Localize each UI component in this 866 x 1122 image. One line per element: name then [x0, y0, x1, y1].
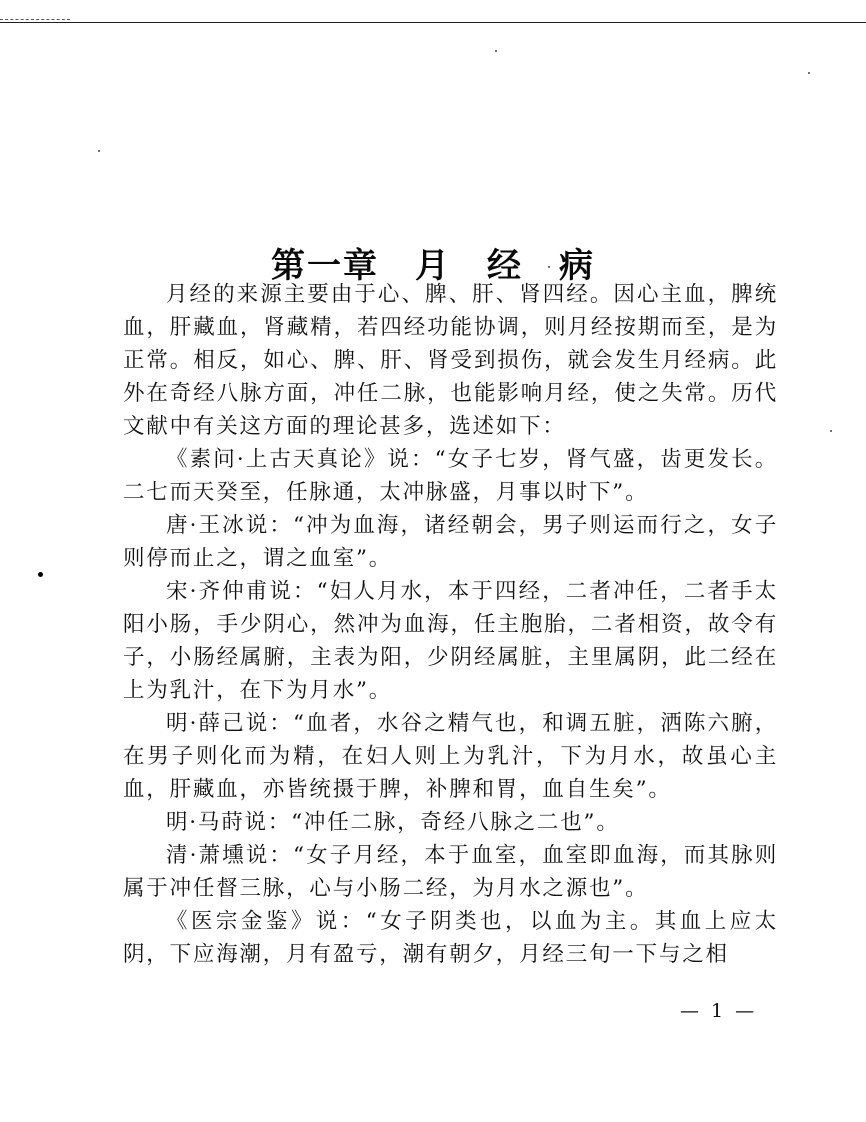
paragraph: 《素问·上古天真论》说：“女子七岁，肾气盛，齿更发长。二七而天癸至，任脉通，太冲脉盛，月事以时下”。 — [123, 447, 778, 505]
paragraph: 明·薛己说：“血者，水谷之精气也，和调五脏，洒陈六腑，在男子则化而为精，在妇人则上为乳汁，下为月水，故虽心主血，肝藏血，亦皆统摄于脾，补脾和胃，血自生矣”。 — [123, 711, 778, 802]
paragraph: 明·马莳说：“冲任二脉，奇经八脉之二也”。 — [166, 810, 620, 835]
scan-speck — [830, 430, 832, 432]
top-rule — [0, 22, 866, 23]
body-text — [123, 278, 778, 971]
top-dashed-rule — [0, 19, 70, 20]
scan-speck — [98, 150, 100, 152]
paragraph: 唐·王冰说：“冲为血海，诸经朝会，男子则运而行之，女子则停而止之，谓之血室”。 — [123, 513, 778, 571]
scan-speck — [495, 50, 497, 52]
paragraph: 宋·齐仲甫说：“妇人月水，本于四经，二者冲任，二者手太阳小肠，手少阴心，然冲为血海，任主胞胎，二者相资，故令有子，小肠经属腑，主表为阳，少阴经属脏，主里属阴，此二经在上为乳汁，在下为月水”。 — [123, 579, 778, 703]
paragraph: 清·萧壎说：“女子月经，本于血室，血室即血海，而其脉则属于冲任督三脉，心与小肠二经，为月水之源也”。 — [123, 843, 778, 901]
paragraph: 月经的来源主要由于心、脾、肝、肾四经。因心主血，脾统血，肝藏血，肾藏精，若四经功能协调，则月经按期而至，是为正常。相反，如心、脾、肝、肾受到损伤，就会发生月经病。此外在奇经八脉方面，冲任二脉，也能影响月经，使之失常。历代文献中有关这方面的理论甚多，选述如下： — [123, 282, 778, 439]
scan-dot — [38, 572, 43, 577]
paragraph: 《医宗金鉴》说：“女子阴类也，以血为主。其血上应太阴，下应海潮，月有盈亏，潮有朝夕，月经三旬一下与之相 — [123, 909, 778, 967]
page-number: — 1 — — [680, 1000, 758, 1022]
scan-speck — [808, 72, 810, 74]
chapter-title: 第一章 月 经 病 — [271, 245, 595, 286]
